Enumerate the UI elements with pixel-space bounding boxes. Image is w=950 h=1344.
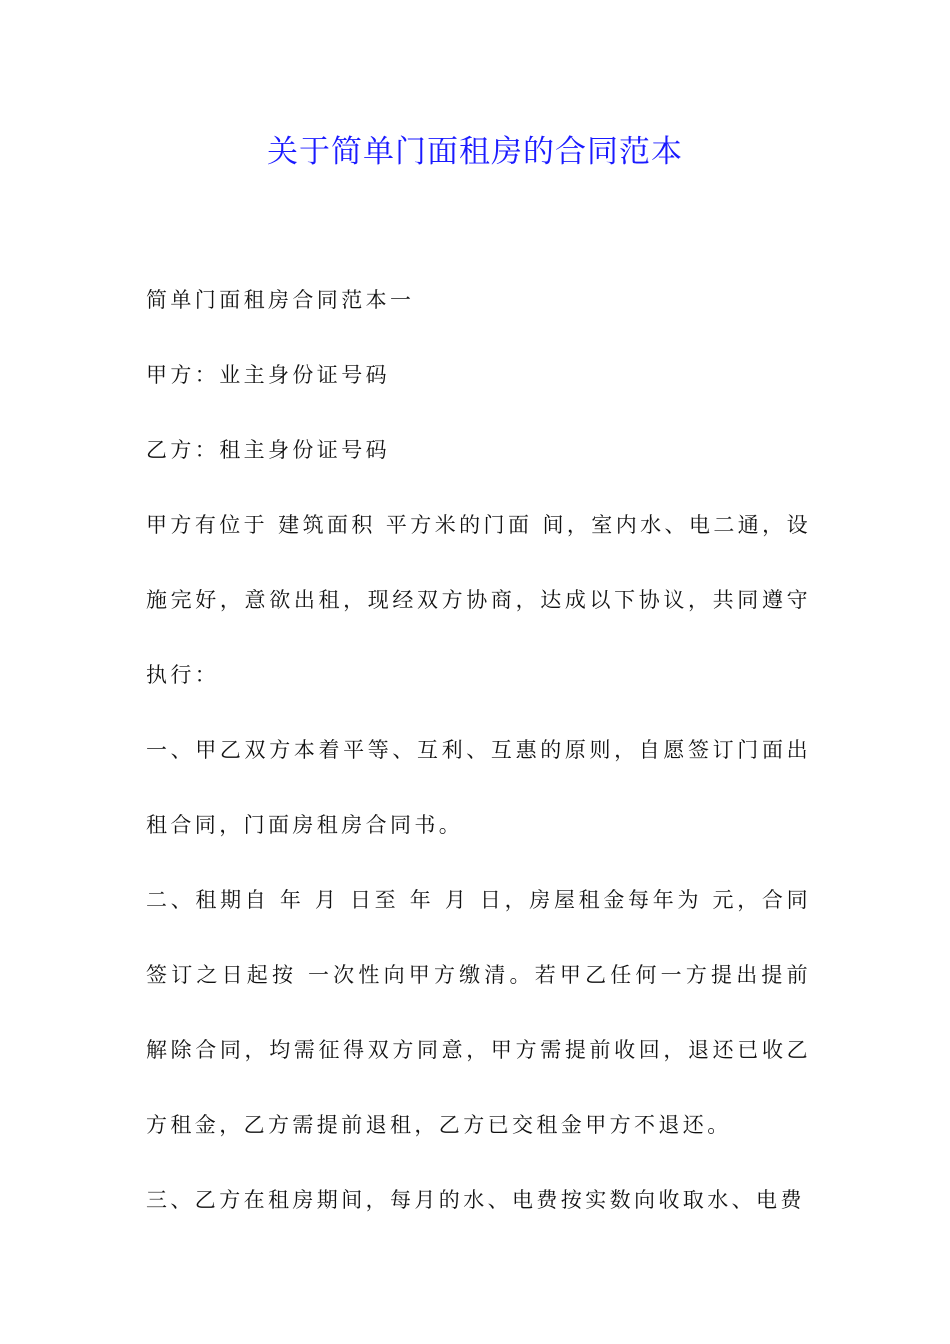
- paragraph-intro: 甲方有位于 建筑面积 平方米的门面 间，室内水、电二通，设施完好，意欲出租，现经双方协商，达成以下协议，共同遵守执行：: [146, 513, 811, 687]
- paragraph-section-heading: 简单门面租房合同范本一: [146, 288, 415, 312]
- paragraph-clause-1: 一、甲乙双方本着平等、互利、互惠的原则，自愿签订门面出租合同，门面房租房合同书。: [146, 738, 811, 837]
- document-body: [146, 263, 811, 1238]
- paragraph-party-a: 甲方：业主身份证号码: [146, 363, 390, 387]
- paragraph-clause-2: 二、租期自 年 月 日至 年 月 日，房屋租金每年为 元，合同签订之日起按 一次性向甲方缴清。若甲乙任何一方提出提前解除合同，均需征得双方同意，甲方需提前收回，退还已收乙方租金，乙方需提前退租，乙方已交租金甲方不退还。: [146, 888, 811, 1137]
- paragraph-party-b: 乙方：租主身份证号码: [146, 438, 390, 462]
- document-title: 关于简单门面租房的合同范本: [267, 134, 683, 170]
- paragraph-clause-3: 三、乙方在租房期间，每月的水、电费按实数向收取水、电费: [146, 1188, 805, 1212]
